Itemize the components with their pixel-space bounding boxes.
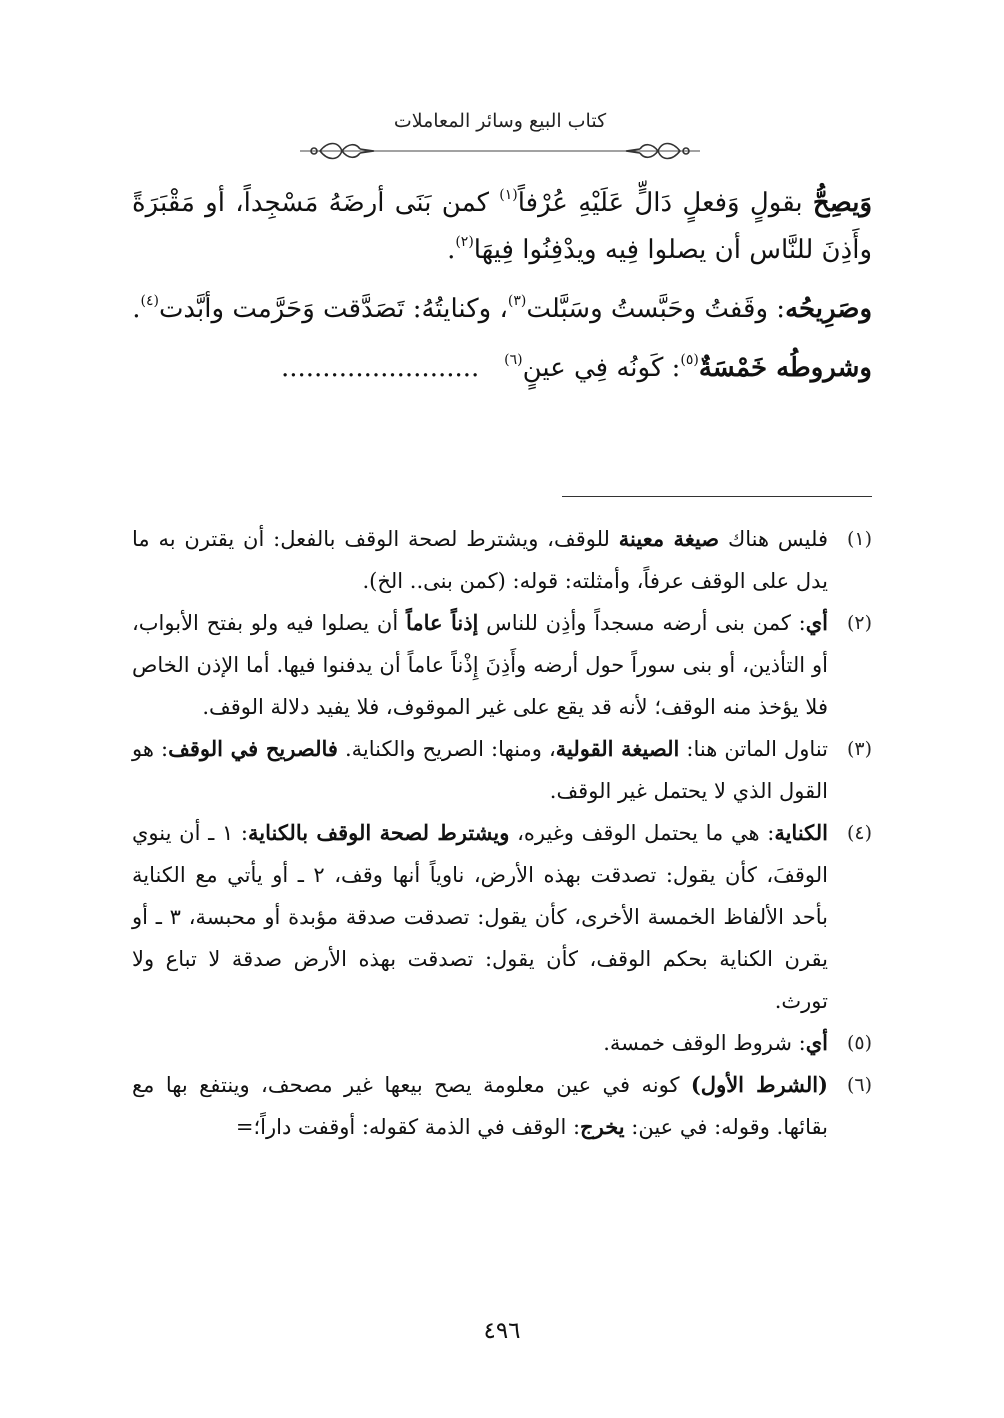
footnotes [132,518,872,1148]
footnote-4: (٤) الكناية: هي ما يحتمل الوقف وغيره، ويشترط لصحة الوقف بالكناية: ١ ـ أن ينوي الوقفَ، كأن يقول: تصدقت بهذه الأرض، ناوياً أنها وقف، ٢ ـ أو يأتي مع الكناية بأحد الألفاظ الخمسة الأخرى، كأن يقول: تصدقت صدقة مؤبدة أو محبسة، ٣ ـ أو يقرن الكناية بحكم الوقف، كأن يقول: تصدقت بهذه الأرض صدقة لا تباع ولا تورث. [132,812,872,1022]
footnote-number: (٣) [846,738,872,760]
running-header [300,108,700,168]
continuation-dots: ........................ [280,353,480,383]
matn-paragraph-3: وشروطُه خَمْسَةٌ$^{(٥)}$: كَونُه فِي عينٍ$^{(٦)}$ ........................ [280,352,872,383]
footnote-number: (٥) [846,1032,872,1054]
keyword: وصَرِيحُه [785,294,872,324]
footnote-3: (٣) تناول الماتن هنا: الصيغة القولية، ومنها: الصريح والكناية. فالصريح في الوقف: هو القول الذي لا يحتمل غير الوقف. [132,728,872,812]
footnote-ref: (٣) [507,293,527,309]
matn-paragraph-1: وَيصِحُّ بقولٍ وَفعلٍ دَالٍّ عَلَيْهِ عُرْفاً$^{(١)}$ كمن بَنَى أرضَهُ مَسْجِداً، أو مَقْبَرَةً وأَذِنَ للنَّاس أن يصلوا فِيه ويدْفِنُوا فِيهَا$^{(٢)}$. [132,187,872,265]
footnote-2: (٢) أي: كمن بنى أرضه مسجداً وأذِن للناس إذناً عاماً أن يصلوا فيه ولو بفتح الأبواب، أو التأذين، أو بنى سوراً حول أرضه وأَذِنَ إِذْناً عاماً أن يدفنوا فيها. أما الإذن الخاص فلا يؤخذ منه الوقف؛ لأنه قد يقع على غير الموقوف، فلا يفيد دلالة الوقف. [132,602,872,728]
footnote-number: (٢) [846,612,872,634]
footnote-6: (٦) (الشرط الأول) كونه في عين معلومة يصح بيعها غير مصحف، وينتفع بها مع بقائها. وقوله: في عين: يخرج: الوقف في الذمة كقوله: أوقفت داراً؛= [132,1064,872,1148]
footnote-ref: (٢) [455,234,474,250]
footnote-number: (١) [846,528,872,550]
footnote-ref: (٤) [140,293,159,309]
matn-paragraph-2: وصَرِيحُه: وقَفتُ وحَبَّستُ وسَبَّلت$^{(٣)}$، وكنايتُهُ: تَصَدَّقت وَحَرَّمت وأبَّدت$^{(٤)}$. [132,293,872,324]
footnote-ref: (٥) [680,352,699,368]
keyword: وشروطُه خَمْسَةٌ [698,353,872,383]
book-title: كتاب البيع وسائر المعاملات [393,110,607,132]
page-number: ٤٩٦ [483,1318,521,1344]
footnote-1: (١) فليس هناك صيغة معينة للوقف، ويشترط لصحة الوقف بالفعل: أن يقترن به ما يدل على الوقف عرفاً، وأمثلته: قوله: (كمن بنى.. الخ). [132,518,872,602]
footnote-number: (٦) [846,1074,872,1096]
footnote-5: (٥) أي: شروط الوقف خمسة. [132,1022,872,1064]
footnote-ref: (١) [499,187,518,203]
keyword: وَيصِحُّ [812,188,872,218]
main-text [132,180,872,404]
header-ornament-icon [300,136,700,166]
footnote-separator [562,496,872,497]
footnote-ref: (٦) [504,352,523,368]
footnote-number: (٤) [846,822,872,844]
